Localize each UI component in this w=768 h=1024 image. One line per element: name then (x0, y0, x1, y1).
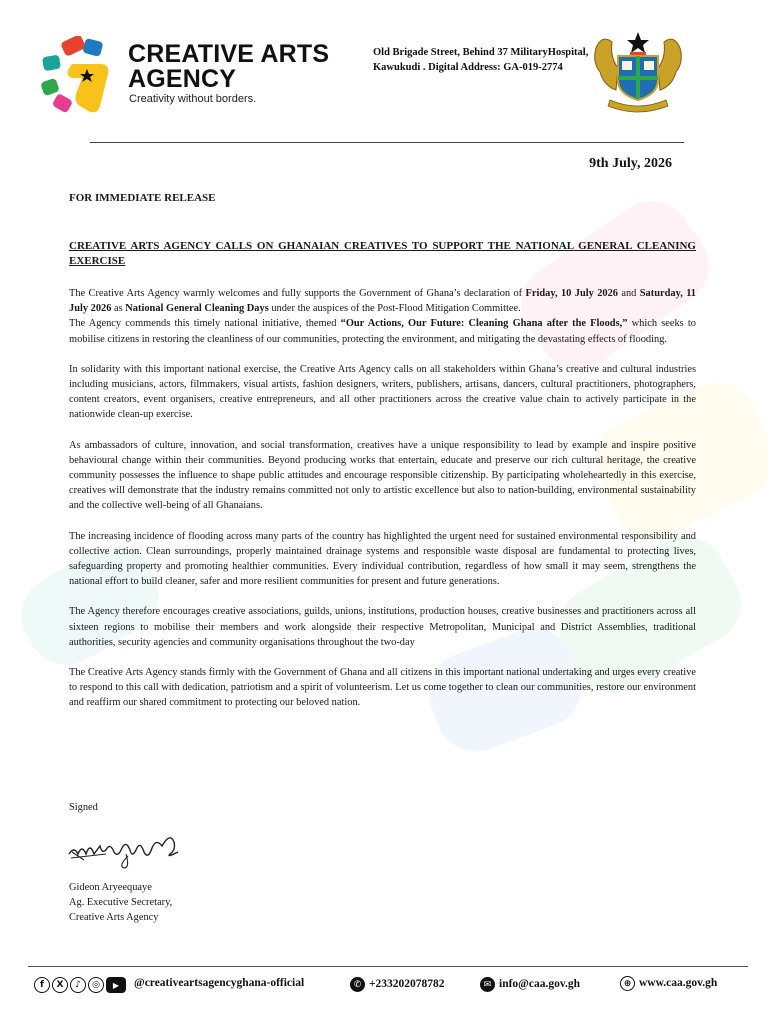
handwritten-signature (66, 824, 191, 870)
paragraph-3: In solidarity with this important national exercise, the Creative Arts Agency calls on all stakeholders within Ghana’s creative and cultural industries including musicians, actors, filmmakers, visual artists, fashion designers, writers, publishers, artisans, dancers, cultural practitioners, photographers, content creators, event organisers, creative entrepreneurs, and all other practitioners across the creative value chain to actively participate in the nationwide clean-up exercise. (69, 363, 696, 421)
email-icon: ✉ (480, 977, 495, 992)
signatory-organization: Creative Arts Agency (69, 912, 159, 923)
email-address: info@caa.gov.gh (499, 978, 580, 991)
footer (34, 974, 734, 998)
email-contact[interactable] (480, 977, 580, 992)
release-label: FOR IMMEDIATE RELEASE (69, 192, 216, 204)
paragraph-6: The Agency therefore encourages creative associations, guilds, unions, institutions, production houses, creative businesses and practitioners across all sixteen regions to mobilise their members and work alongside their respective Metropolitan, Municipal and District Assemblies, traditional authorities, security agencies and community organisations throughout the two-day (69, 606, 696, 648)
brand-tagline: Creativity without borders. (129, 93, 257, 105)
release-date: 9th July, 2026 (589, 156, 672, 171)
globe-icon: ⊕ (620, 976, 635, 991)
release-body (69, 286, 696, 726)
headline: CREATIVE ARTS AGENCY CALLS ON GHANAIAN CREATIVES TO SUPPORT THE NATIONAL GENERAL CLEANING EXERCISE (69, 240, 696, 267)
facebook-icon[interactable]: f (34, 977, 50, 993)
brand-name-line2: AGENCY (128, 65, 237, 93)
phone-contact[interactable] (350, 977, 445, 992)
footer-divider (28, 966, 748, 967)
paragraph-2: The Agency commends this timely national initiative, themed “Our Actions, Our Future: Cleaning Ghana after the Floods,” which seeks to mobilise citizens in restoring the cleanliness of our communities, protecting the environment, and mitigating the devastating effects of flooding. (69, 318, 697, 345)
brand-name (128, 42, 329, 92)
x-icon[interactable]: X (52, 977, 68, 993)
social-handle[interactable]: @creativeartsagencyghana-official (134, 977, 305, 989)
website-link[interactable] (620, 976, 717, 991)
creative-arts-agency-logo (40, 36, 120, 116)
paragraph-7: The Creative Arts Agency stands firmly with the Government of Ghana and all citizens in this important national undertaking and urges every creative to respond to this call with dedication, patriotism and a spirit of volunteerism. Let us come together to clean our communities, restore our environment and reaffirm our shared commitment to protecting our beloved nation. (69, 667, 696, 709)
phone-number: +233202078782 (369, 978, 445, 991)
youtube-icon[interactable]: ▶ (106, 977, 126, 993)
social-icons (34, 977, 126, 993)
instagram-icon[interactable]: ◎ (88, 977, 104, 993)
ghana-coat-of-arms-icon (588, 28, 688, 120)
agency-address: Old Brigade Street, Behind 37 MilitaryHospital, Kawukudi . Digital Address: GA-019-2774 (373, 47, 589, 73)
paragraph-1: The Creative Arts Agency warmly welcomes and fully supports the Government of Ghana’s declaration of Friday, 10 July 2026 and Saturday, 11 July 2026 as National General Cleaning Days under the auspices of the Post-Flood Mitigation Committee. (69, 288, 697, 315)
signatory-name: Gideon Aryeequaye (69, 882, 152, 893)
paragraph-4: As ambassadors of culture, innovation, and social transformation, creatives have a unique responsibility to lead by example and inspire positive behavioural change within their communities. Beyond producing works that entertain, educate and preserve our rich cultural heritage, the creative community possesses the influence to shape public attitudes and encourage responsible citizenship. By participating wholeheartedly in this exercise, creatives will demonstrate that the industry remains committed not only to artistic excellence but also to nation-building, environmental sustainability and the collective well-being of all Ghanaians. (69, 439, 696, 512)
phone-icon: ✆ (350, 977, 365, 992)
signatory-title: Ag. Executive Secretary, (69, 897, 173, 908)
signatory-block (69, 880, 172, 925)
brand-name-line1: CREATIVE ARTS (128, 40, 330, 68)
website-url: www.caa.gov.gh (639, 977, 718, 990)
paragraph-5: The increasing incidence of flooding across many parts of the country has highlighted the urgent need for sustained environmental responsibility and collective action. Clean surroundings, properly maintained drainage systems and responsible waste disposal are fundamental to protecting lives, safeguarding property and promoting healthier communities. Every individual contribution, regardless of how small it may seem, strengthens the national effort to build cleaner, safer and more resilient communities for present and future generations. (69, 530, 696, 588)
tiktok-icon[interactable]: ♪ (70, 977, 86, 993)
header-divider (90, 142, 684, 143)
signed-label: Signed (69, 802, 98, 813)
